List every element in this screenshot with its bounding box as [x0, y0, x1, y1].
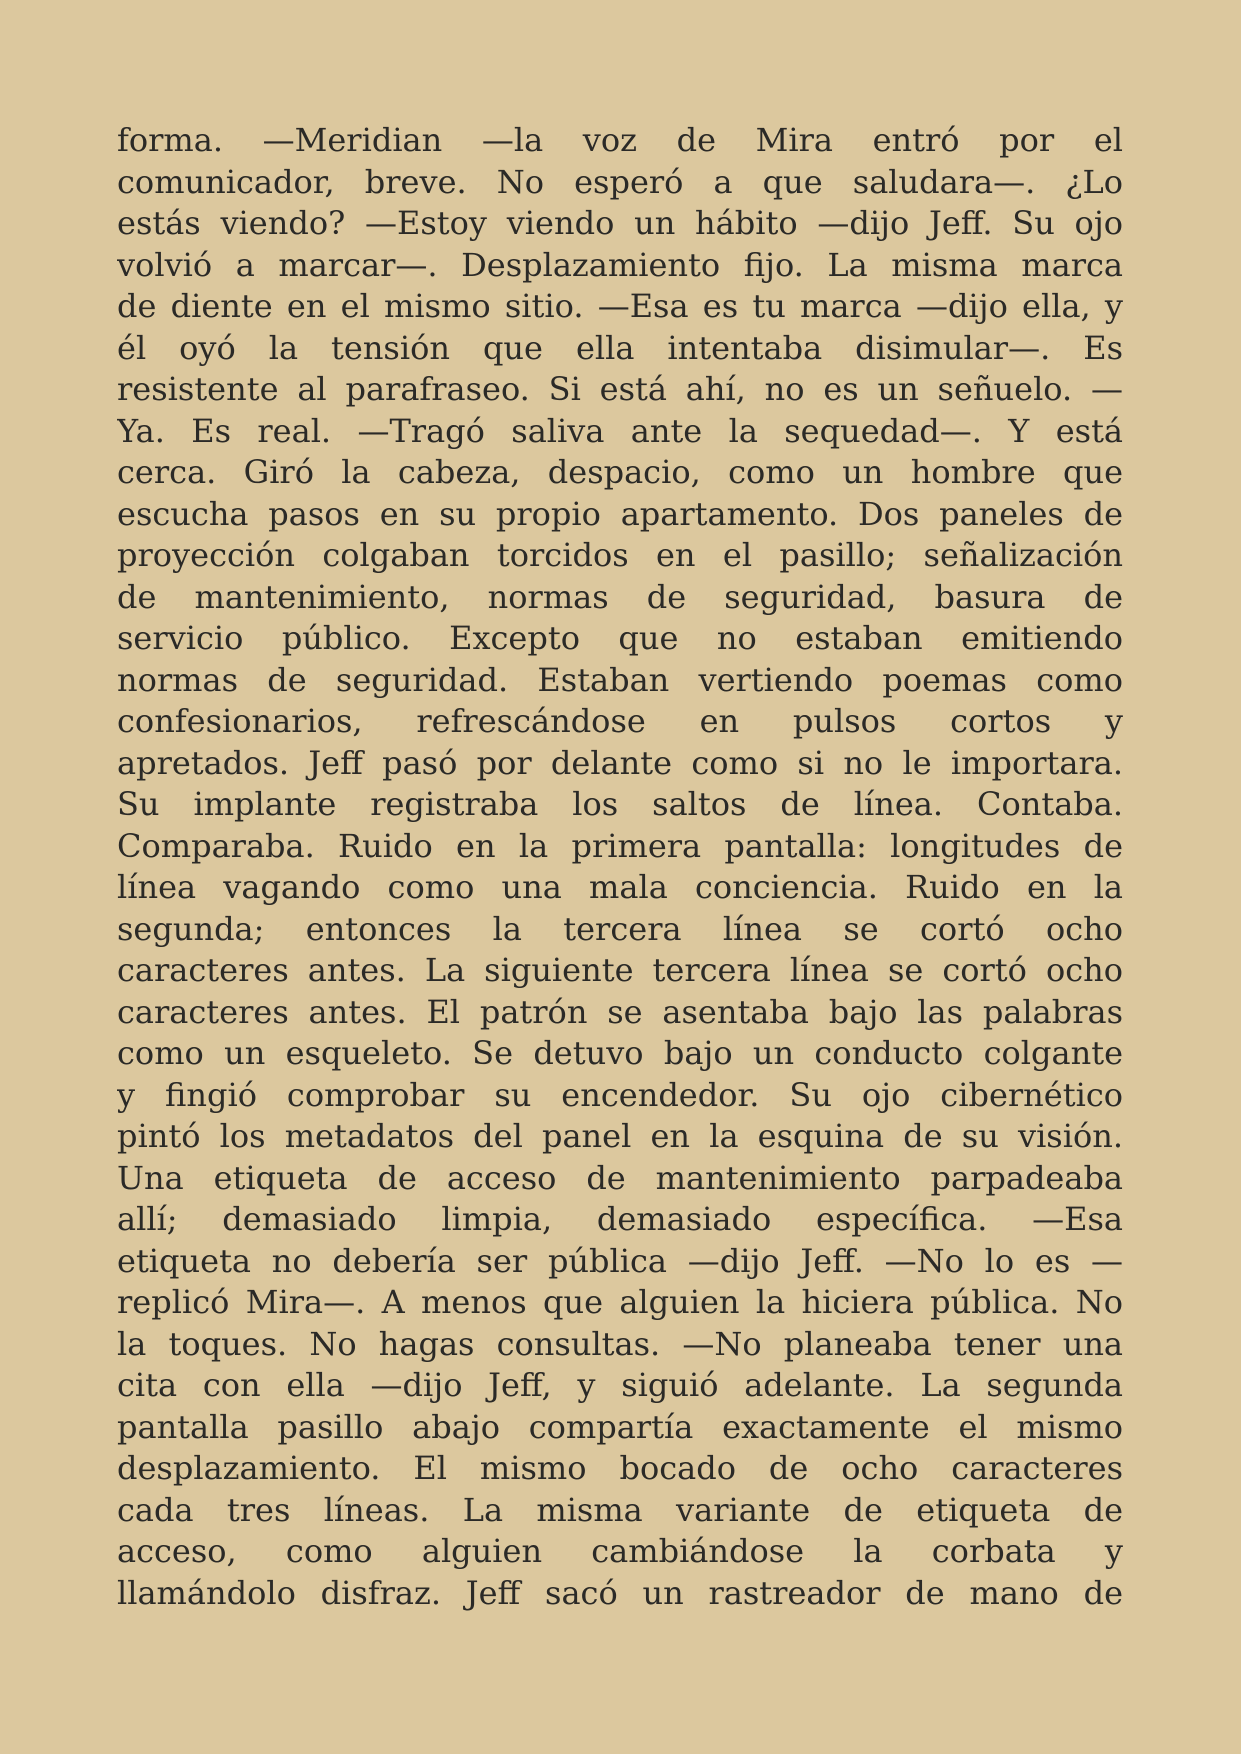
page-text-block [117, 120, 1123, 1614]
text-line: como un esqueleto. Se detuvo bajo un conducto colgante [117, 1034, 1123, 1072]
text-line: replicó Mira—. A menos que alguien la hiciera pública. No [117, 1283, 1123, 1321]
text-line: la toques. No hagas consultas. —No planeaba tener una [117, 1324, 1123, 1363]
text-line: estás viendo? —Estoy viendo un hábito —dijo Jeff. Su ojo [117, 204, 1123, 242]
text-line: y fingió comprobar su encendedor. Su ojo cibernético [117, 1075, 1123, 1114]
text-line: Ya. Es real. —Tragó saliva ante la sequedad—. Y está [117, 411, 1123, 450]
text-line: Comparaba. Ruido en la primera pantalla: longitudes de [117, 826, 1123, 865]
text-line: pantalla pasillo abajo compartía exactamente el mismo [117, 1407, 1123, 1446]
text-line: servicio público. Excepto que no estaban emitiendo [117, 619, 1123, 657]
text-line: resistente al parafraseo. Si está ahí, no es un señuelo. — [117, 370, 1123, 408]
text-line: forma. —Meridian —la voz de Mira entró por el [117, 121, 1123, 159]
text-line: Su implante registraba los saltos de línea. Contaba. [117, 785, 1123, 823]
text-line: de diente en el mismo sitio. —Esa es tu marca —dijo ella, y [117, 287, 1123, 325]
text-line: allí; demasiado limpia, demasiado específica. —Esa [117, 1200, 1123, 1238]
text-line: cerca. Giró la cabeza, despacio, como un hombre que [117, 453, 1123, 491]
text-line: Una etiqueta de acceso de mantenimiento parpadeaba [117, 1158, 1123, 1197]
text-line: llamándolo disfraz. Jeff sacó un rastreador de mano de [117, 1573, 1123, 1612]
text-line: caracteres antes. El patrón se asentaba bajo las palabras [117, 992, 1123, 1031]
text-line: caracteres antes. La siguiente tercera línea se cortó ocho [117, 951, 1123, 989]
text-line: de mantenimiento, normas de seguridad, basura de [117, 577, 1123, 616]
text-line: etiqueta no debería ser pública —dijo Jeff. —No lo es — [117, 1241, 1123, 1280]
text-line: él oyó la tensión que ella intentaba disimular—. Es [117, 328, 1123, 367]
text-line: comunicador, breve. No esperó a que saludara—. ¿Lo [117, 162, 1123, 201]
text-line: escucha pasos en su propio apartamento. Dos paneles de [117, 494, 1123, 533]
text-line: volvió a marcar—. Desplazamiento fijo. La misma marca [117, 245, 1123, 284]
text-line: apretados. Jeff pasó por delante como si no le importara. [117, 743, 1123, 782]
text-line: segunda; entonces la tercera línea se cortó ocho [117, 909, 1123, 948]
text-line: acceso, como alguien cambiándose la corbata y [117, 1532, 1123, 1570]
text-line: proyección colgaban torcidos en el pasillo; señalización [117, 536, 1123, 574]
text-line: cita con ella —dijo Jeff, y siguió adelante. La segunda [117, 1366, 1123, 1404]
text-line: cada tres líneas. La misma variante de etiqueta de [117, 1490, 1123, 1529]
text-line: pintó los metadatos del panel en la esquina de su visión. [117, 1117, 1123, 1155]
text-line: confesionarios, refrescándose en pulsos cortos y [117, 702, 1123, 740]
text-line: desplazamiento. El mismo bocado de ocho caracteres [117, 1449, 1123, 1487]
text-line: línea vagando como una mala conciencia. Ruido en la [117, 868, 1123, 906]
text-line: normas de seguridad. Estaban vertiendo poemas como [117, 660, 1123, 699]
